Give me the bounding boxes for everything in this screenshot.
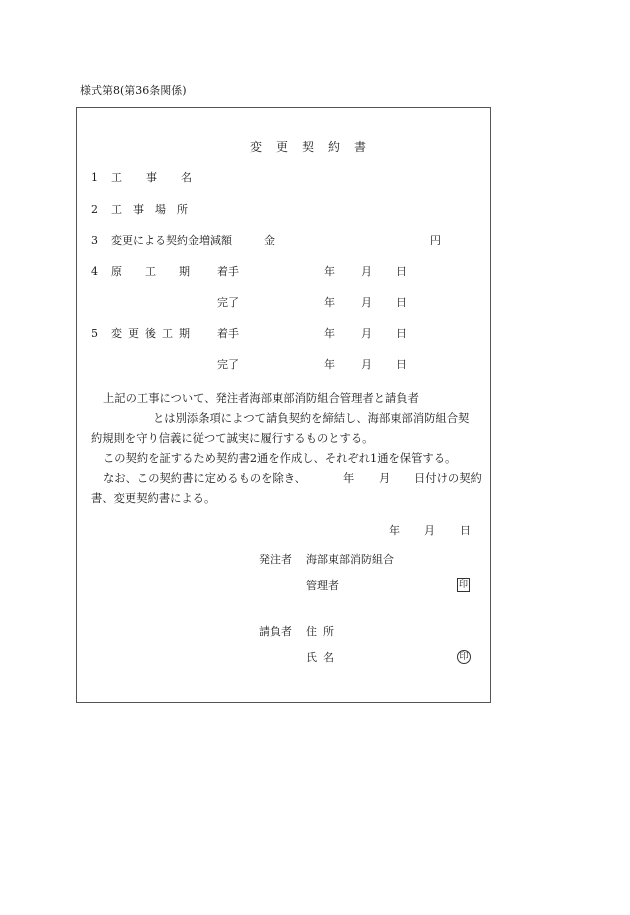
- item-4-start-month: 月: [361, 265, 372, 278]
- sign-date-day: 日: [460, 524, 471, 537]
- item-4-end-label: 完了: [217, 296, 239, 309]
- seal-round-icon: 印: [457, 650, 471, 664]
- item-5-start-day: 日: [396, 327, 407, 340]
- item-4-number: 4: [91, 265, 98, 278]
- body-paragraph-3-year: 年: [343, 472, 355, 485]
- document-title: 変更契約書: [249, 140, 380, 154]
- form-number-label: 様式第8(第36条関係): [80, 84, 187, 97]
- item-4-label: 原工期: [111, 265, 213, 278]
- item-4-end-month: 月: [361, 296, 372, 309]
- item-3-kin: 金: [264, 234, 275, 247]
- item-4-start-year: 年: [324, 265, 335, 278]
- item-5-end-year: 年: [324, 358, 335, 371]
- item-5-start-label: 着手: [217, 327, 239, 340]
- item-3-label: 変更による契約金増減額: [111, 234, 232, 247]
- sign-date-month: 月: [424, 524, 435, 537]
- item-5-end-label: 完了: [217, 358, 239, 371]
- item-3-yen: 円: [430, 234, 441, 247]
- name-label: 氏名: [306, 651, 340, 664]
- body-paragraph-1-line-1: 上記の工事について、発注者海部東部消防組合管理者と請負者: [103, 392, 419, 405]
- item-5-end-day: 日: [396, 358, 407, 371]
- item-5-start-month: 月: [361, 327, 372, 340]
- item-5-label: 変更後工期: [111, 327, 196, 340]
- body-paragraph-2: この契約を証するため契約書2通を作成し、それぞれ1通を保管する。: [103, 452, 457, 465]
- manager-label: 管理者: [306, 579, 339, 592]
- item-4-end-year: 年: [324, 296, 335, 309]
- item-5-start-year: 年: [324, 327, 335, 340]
- item-5-number: 5: [91, 327, 98, 340]
- item-2-number: 2: [91, 203, 98, 216]
- seal-square-icon: 印: [458, 580, 468, 590]
- orderer-organization: 海部東部消防組合: [306, 553, 394, 566]
- item-3-number: 3: [91, 234, 98, 247]
- item-4-start-day: 日: [396, 265, 407, 278]
- body-paragraph-3-line-1a: なお、この契約書に定めるものを除き、: [103, 472, 306, 485]
- item-1-label: 工事名: [111, 171, 216, 184]
- orderer-label: 発注者: [259, 553, 292, 566]
- item-4-start-label: 着手: [217, 265, 239, 278]
- body-paragraph-1-line-3: 約規則を守り信義に従つて誠実に履行するものとする。: [91, 432, 374, 445]
- contract-form-frame: [76, 107, 491, 703]
- body-paragraph-3-line-1b: 日付けの契約: [414, 472, 482, 485]
- contractor-label: 請負者: [259, 625, 292, 638]
- body-paragraph-1-line-2: とは別添条項によつて請負契約を締結し、海部東部消防組合契: [153, 412, 470, 425]
- body-paragraph-3-line-2: 書、変更契約書による。: [91, 492, 216, 505]
- item-2-label: 工事場所: [111, 203, 199, 216]
- item-5-end-month: 月: [361, 358, 372, 371]
- address-label: 住所: [306, 625, 340, 638]
- item-1-number: 1: [91, 171, 98, 184]
- sign-date-year: 年: [389, 524, 400, 537]
- item-4-end-day: 日: [396, 296, 407, 309]
- body-paragraph-3-month: 月: [379, 472, 391, 485]
